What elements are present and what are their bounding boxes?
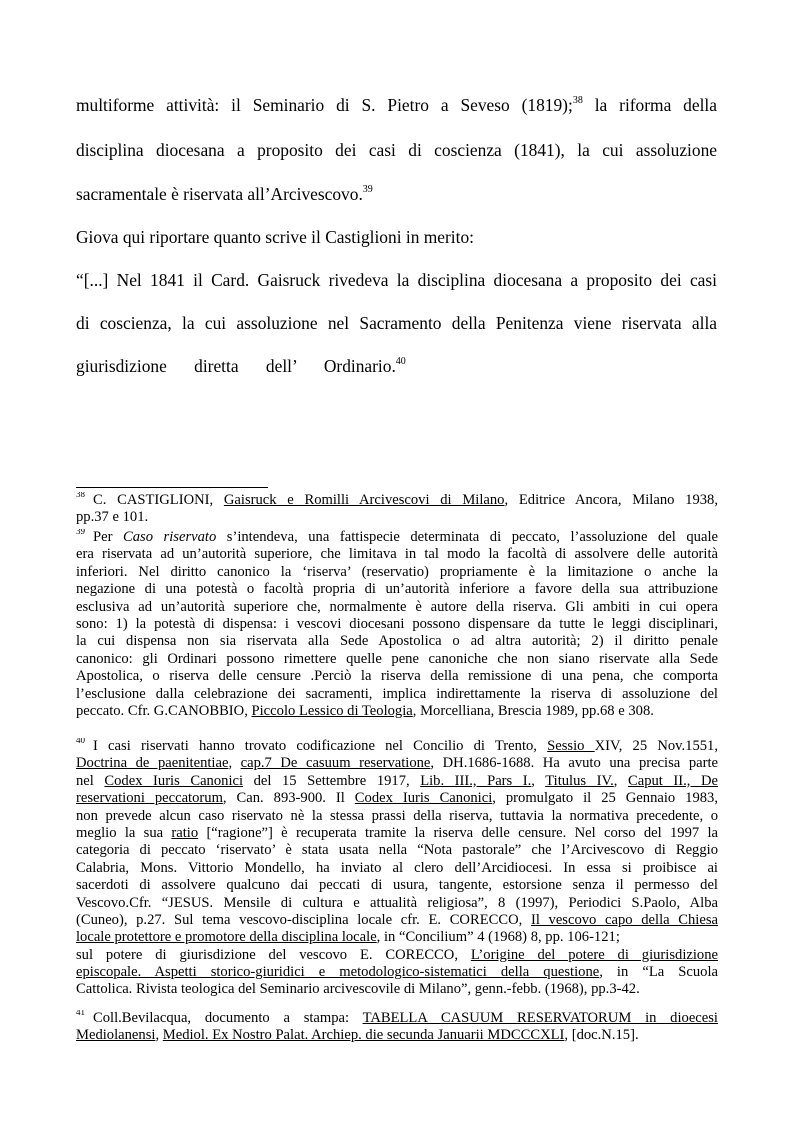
fn-text: , Can. 893-900. Il xyxy=(222,790,355,807)
fn-italic-term: Caso riservato xyxy=(123,529,217,545)
footnote-38 xyxy=(76,492,718,527)
footnote-number: 39 xyxy=(76,529,85,536)
footnote-line xyxy=(76,1010,718,1027)
citation-link[interactable]: Gaisruck e Romilli Arcivescovi di Milano xyxy=(223,492,505,508)
footnote-line xyxy=(76,790,718,807)
body-line-5: “[...] Nel 1841 il Card. Gaisruck rivedeva la disciplina diocesana a proposito dei casi xyxy=(76,270,717,290)
footnote-line: Apostolica, o riserva delle censure .Perciò la riserva della remissione di una pena, che comporta xyxy=(76,668,718,685)
footnote-line xyxy=(76,529,718,546)
fn-text: , xyxy=(613,772,628,789)
citation-link[interactable]: Codex Iuris Canonici xyxy=(354,790,493,807)
footnote-line: esclusiva ad un’autorità superiore che, normalmente è autore della riserva. Gli ambiti in cui opera xyxy=(76,598,718,615)
footnote-line xyxy=(76,738,718,755)
body-text: multiforme attività: il Seminario di S. Pietro a Seveso (1819); xyxy=(76,95,573,115)
footnote-line: Cattolica. Rivista teologica del Seminario arcivescovile di Milano”, genn.-febb. (1968), pp.3-42. xyxy=(76,981,640,998)
citation-link[interactable]: locale protettore e promotore della disciplina locale xyxy=(76,929,377,946)
fn-text: Per xyxy=(93,529,123,545)
footnote-line: sono: 1) la potestà di dispensa: i vescovi diocesani possono dispensare da tutte le leggi disciplinari, xyxy=(76,615,718,632)
body-line-4: Giova qui riportare quanto scrive il Castiglioni in merito: xyxy=(76,227,474,247)
fn-text: s’intendeva, una fattispecie determinata di peccato, l’assoluzione del quale xyxy=(216,529,718,545)
fn-text: XIV, 25 Nov.1551, xyxy=(594,738,718,754)
footnote-39 xyxy=(76,529,718,720)
footnote-line: categoria di peccato ‘riservato’ è stata usata nella “Nota pastorale” che l’Arcivescovo di Reggio xyxy=(76,842,718,859)
footnote-line: negazione di una potestà o facoltà propria di un’autorità inferiore a favore della sua attribuzione xyxy=(76,581,718,598)
body-text: sacramentale è riservata all’Arcivescovo. xyxy=(76,184,363,204)
citation-link[interactable]: Caput II., De xyxy=(628,772,718,789)
footnote-line xyxy=(76,492,718,509)
citation-link[interactable]: Mediol. Ex Nostro Palat. Archiep. die secunda Januarii MDCCCXLI xyxy=(162,1027,565,1044)
fn-text: , Editrice Ancora, Milano 1938, xyxy=(504,492,718,508)
citation-link[interactable]: reservationi peccatorum xyxy=(76,790,223,807)
footnote-line xyxy=(76,964,718,981)
citation-link[interactable]: Doctrina de paenitentiae xyxy=(76,755,229,772)
citation-link[interactable]: TABELLA CASUUM RESERVATORUM in dioecesi xyxy=(362,1010,718,1026)
body-line-1 xyxy=(76,94,717,120)
citation-link[interactable]: Titulus IV. xyxy=(545,772,614,789)
footnote-line: inferiori. Nel diritto canonico la ‘riserva’ (reservatio) propriamente è la limitazione o anche la xyxy=(76,563,718,580)
fn-text: I casi riservati hanno trovato codificazione nel Concilio di Trento, xyxy=(93,738,548,754)
fn-text: , DH.1686-1688. Ha avuto una precisa parte xyxy=(430,755,718,772)
footnote-line xyxy=(76,773,718,790)
footnote-line: Vescovo.Cfr. “JESUS. Mensile di cultura e attualità religiosa”, 8 (1997), Periodici S.Paolo, Alba xyxy=(76,894,718,911)
footnote-line: sacerdoti di assolvere qualcuno dai peccati di usura, tangente, estorsione senza il permesso del xyxy=(76,877,718,894)
fn-text: del 15 Settembre 1917, xyxy=(243,772,421,789)
fn-text: Coll.Bevilacqua, documento a stampa: xyxy=(93,1010,363,1026)
footnote-40 xyxy=(76,738,718,999)
footnote-line: non prevede alcun caso riservato nè la stessa prassi della riserva, tuttavia la normativa precedente, o xyxy=(76,807,718,824)
footnote-number: 41 xyxy=(76,1010,85,1017)
footnote-line xyxy=(76,1027,718,1044)
footnote-ref-38[interactable]: 38 xyxy=(572,95,583,106)
citation-link[interactable]: ratio xyxy=(171,824,199,841)
fn-text: sul potere di giurisdizione del vescovo E. CORECCO, xyxy=(76,946,471,963)
footnote-line xyxy=(76,703,718,720)
fn-text: meglio la sua xyxy=(76,824,172,841)
footnote-line: canonico: gli Ordinari possono rimettere quelle pene canoniche che non siano riservate alla Sede xyxy=(76,650,718,667)
footnote-separator xyxy=(76,487,268,488)
citation-link[interactable]: Mediolanensi xyxy=(76,1027,156,1044)
citation-link[interactable]: Sessio xyxy=(547,738,595,754)
body-line-2: disciplina diocesana a proposito dei casi di coscienza (1841), la cui assoluzione xyxy=(76,140,717,160)
footnote-line: pp.37 e 101. xyxy=(76,509,149,526)
citation-link[interactable]: Codex Iuris Canonici xyxy=(104,772,244,789)
citation-link[interactable]: episcopale. Aspetti storico-giuridici e metodologico-sistematici della questione xyxy=(76,964,600,981)
footnote-number: 40 xyxy=(76,738,85,745)
citation-link[interactable]: L’origine del potere di giurisdizione xyxy=(470,946,718,963)
footnote-ref-40[interactable]: 40 xyxy=(395,356,406,367)
citation-link[interactable]: Piccolo Lessico di Teologia xyxy=(251,702,413,719)
body-line-6: di coscienza, la cui assoluzione nel Sacramento della Penitenza viene riservata alla xyxy=(76,313,717,333)
footnote-ref-39[interactable]: 39 xyxy=(362,184,373,195)
footnote-line: la cui dispensa non sia riservata alla Sede Apostolica o ad altra autorità; 2) il diritto penale xyxy=(76,633,718,650)
footnote-line xyxy=(76,912,718,929)
body-line-7 xyxy=(76,355,717,381)
fn-text: (Cuneo), p.27. Sul tema vescovo-disciplina locale cfr. E. CORECCO, xyxy=(76,911,531,928)
citation-link[interactable]: Lib. III., Pars I. xyxy=(420,772,532,789)
footnote-line xyxy=(76,929,718,946)
fn-text: [“ragione”] è recuperata tramite la riserva delle censure. Nel corso del 1997 la xyxy=(198,824,718,841)
fn-text: , in “Concilium” 4 (1968) 8, pp. 106-121; xyxy=(376,929,620,946)
fn-text: , in “La Scuola xyxy=(599,964,718,981)
fn-text: , xyxy=(228,755,241,772)
citation-link[interactable]: cap.7 De casuum reservatione xyxy=(240,755,431,772)
footnote-line xyxy=(76,825,718,842)
fn-text: , [doc.N.15]. xyxy=(564,1027,639,1044)
fn-text: , promulgato il 25 Gennaio 1983, xyxy=(492,790,718,807)
footnote-line: l’esclusione dalla celebrazione dei sacramenti, implica indirettamente la riserva di assoluzione del xyxy=(76,685,718,702)
footnote-line: era riservata ad un’autorità superiore, che limitava in tal modo la facoltà di assolvere delle autorità xyxy=(76,546,718,563)
body-text: giurisdizione diretta dell’ Ordinario. xyxy=(76,356,396,376)
body-line-3 xyxy=(76,183,717,209)
footnote-number: 38 xyxy=(76,492,85,499)
footnote-line: Calabria, Mons. Vittorio Mondello, ha inviato al clero dell’Arcidiocesi. In essa si proibisce ai xyxy=(76,859,718,876)
footnote-41 xyxy=(76,1010,718,1045)
fn-text: , Morcelliana, Brescia 1989, pp.68 e 308. xyxy=(412,702,654,719)
fn-text: , xyxy=(531,772,546,789)
fn-text: , xyxy=(155,1027,163,1044)
body-text: la riforma della xyxy=(582,95,717,115)
footnote-line xyxy=(76,755,718,772)
fn-text: nel xyxy=(76,772,105,789)
footnote-line xyxy=(76,947,718,964)
fn-text: C. CASTIGLIONI, xyxy=(93,492,224,508)
citation-link[interactable]: Il vescovo capo della Chiesa xyxy=(530,911,718,928)
fn-text: peccato. Cfr. G.CANOBBIO, xyxy=(76,702,252,719)
